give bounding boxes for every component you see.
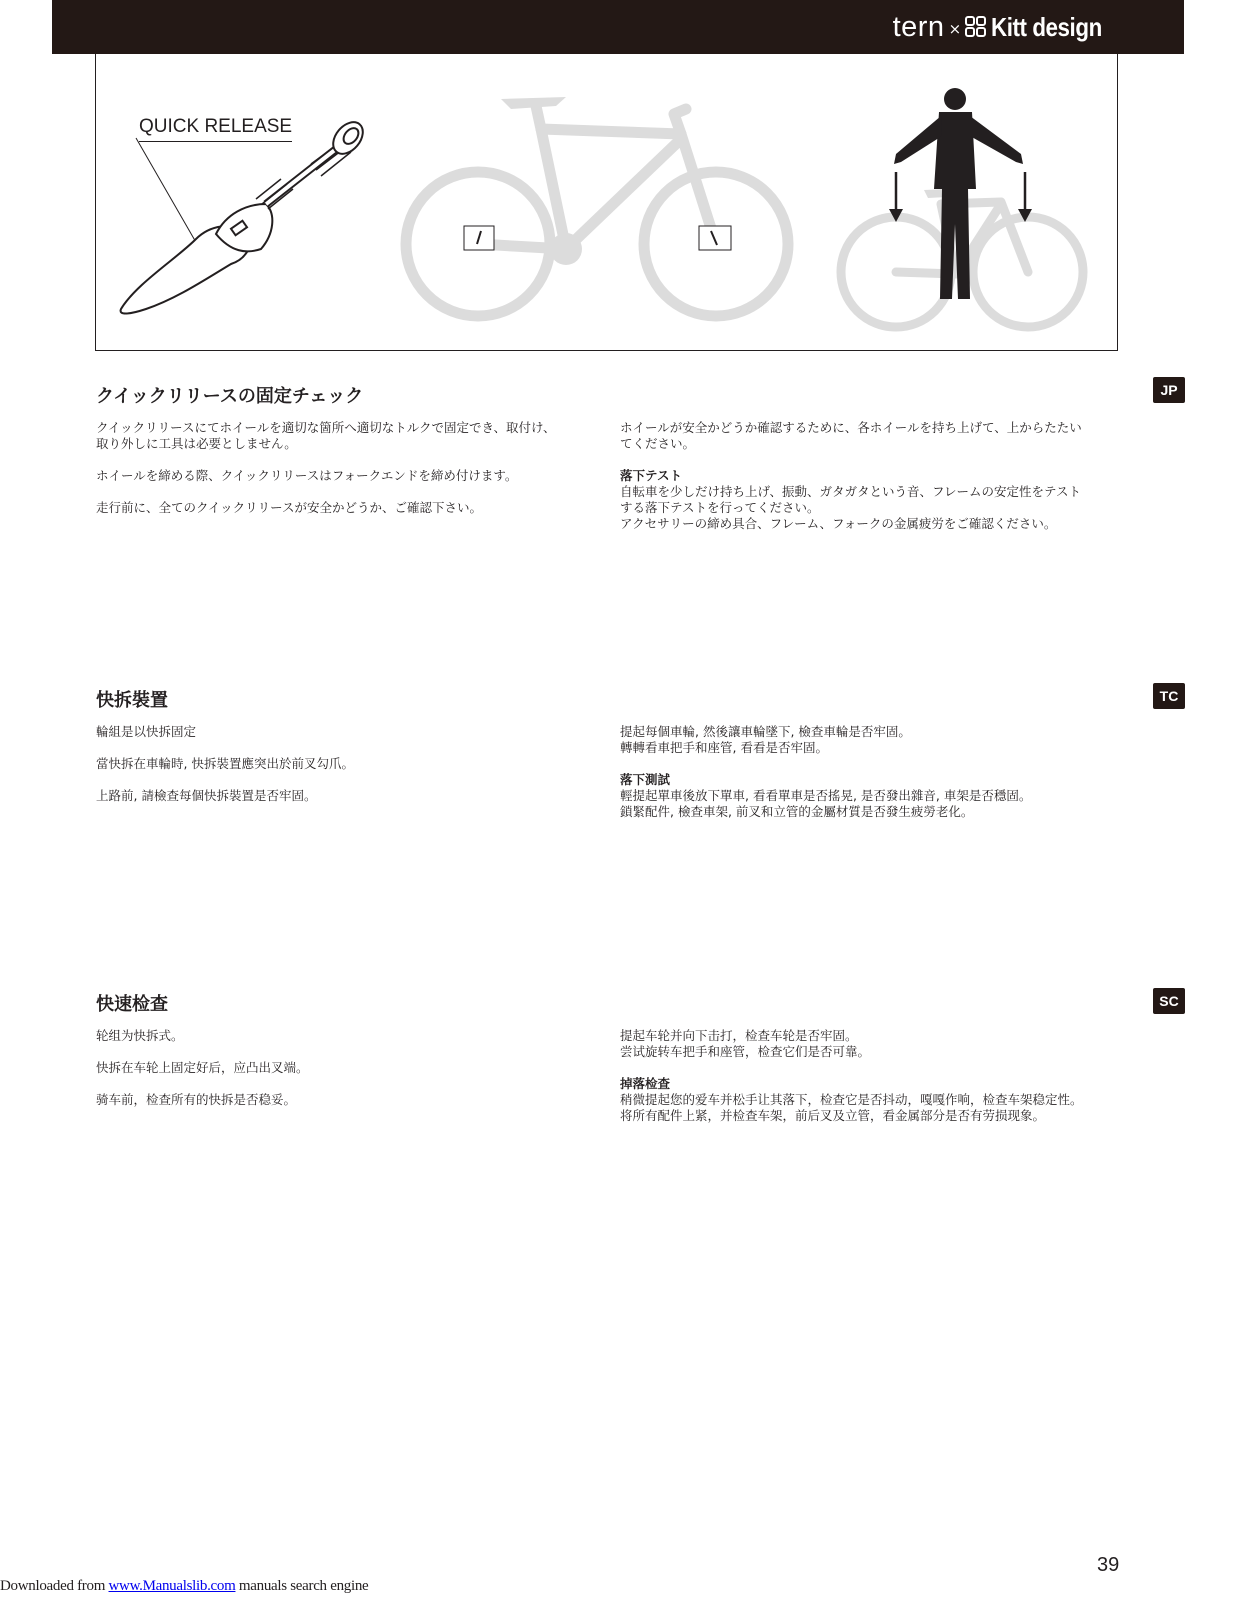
jp-right-body [620, 484, 1120, 532]
jp-subhead: 落下テスト [620, 468, 683, 483]
sc-left-paragraph: 轮组为快拆式。 [96, 1028, 184, 1043]
manualslib-link[interactable]: www.Manualslib.com [108, 1578, 236, 1594]
jp-right-intro [620, 420, 1120, 452]
section-title-jp: クイックリリースの固定チェック [96, 386, 364, 407]
tc-left-paragraph: 當快拆在車輪時, 快拆裝置應突出於前叉勾爪。 [96, 756, 354, 771]
quick-release-icon [121, 116, 369, 313]
jp-right-line: てください。 [620, 436, 696, 451]
drop-test-person-icon [841, 88, 1083, 327]
brand-tern: tern [892, 10, 945, 43]
section-title-sc: 快速检查 [96, 994, 168, 1015]
sc-left-paragraph: 快拆在车轮上固定好后，应凸出叉端。 [96, 1060, 309, 1075]
sc-left-paragraph: 骑车前，检查所有的快拆是否稳妥。 [96, 1092, 297, 1107]
lang-badge-jp: JP [1153, 377, 1185, 403]
sc-right-line: 将所有配件上紧，并检查车架，前后叉及立管，看金属部分是否有劳损现象。 [620, 1108, 1046, 1123]
jp-right-column [620, 420, 1120, 548]
page-number: 39 [1097, 1554, 1120, 1576]
sc-subhead: 掉落检查 [620, 1076, 671, 1091]
bicycle-icon [406, 106, 788, 316]
section-title-tc: 快拆裝置 [96, 690, 168, 711]
tc-subhead: 落下測試 [620, 772, 671, 787]
sc-left-column [96, 1028, 586, 1124]
lang-badge-sc: SC [1153, 988, 1185, 1014]
jp-left-line: 取り外しに工具は必要としません。 [96, 436, 297, 451]
footer-suffix: manuals search engine [235, 1578, 369, 1594]
jp-left-line: クイックリリースにてホイールを適切な箇所へ適切なトルクで固定でき、取付け、 [96, 420, 556, 435]
jp-right-line: ホイールが安全かどうか確認するために、各ホイールを持ち上げて、上からたたい [620, 420, 1082, 435]
jp-right-line: する落下テストを行ってください。 [620, 500, 820, 515]
sc-right-line: 尝试旋转车把手和座管，检查它们是否可靠。 [620, 1044, 871, 1059]
brand-kitt: Kitt design [991, 11, 1102, 42]
header-bar [52, 0, 1184, 54]
tc-right-column [620, 724, 1120, 836]
tc-left-column [96, 724, 586, 820]
sc-right-body [620, 1092, 1120, 1124]
tc-right-line: 輕提起單車後放下單車, 看看單車是否搖晃, 是否發出雜音, 車架是否穩固。 [620, 788, 1032, 803]
brand-separator: × [948, 20, 962, 38]
sc-right-intro [620, 1028, 1120, 1060]
tc-left-paragraph: 輪組是以快拆固定 [96, 724, 197, 739]
tc-right-line: 提起每個車輪, 然後讓車輪墜下, 檢查車輪是否牢固。 [620, 724, 911, 739]
tc-right-line: 鎖緊配件, 檢查車架, 前叉和立管的金屬材質是否發生疲勞老化。 [620, 804, 974, 819]
tc-left-paragraph: 上路前, 請檢查每個快拆裝置是否牢固。 [96, 788, 317, 803]
sc-right-line: 提起车轮并向下击打，检查车轮是否牢固。 [620, 1028, 858, 1043]
illustration-box [95, 54, 1118, 351]
footer-prefix: Downloaded from [0, 1578, 109, 1594]
jp-right-line: アクセサリーの締め具合、フレーム、フォークの金属疲労をご確認ください。 [620, 516, 1057, 531]
illustration [96, 54, 1119, 350]
sc-right-column [620, 1028, 1120, 1140]
tc-right-intro [620, 724, 1120, 756]
tc-right-body [620, 788, 1120, 820]
callout-front-icon [699, 226, 731, 250]
tc-right-line: 轉轉看車把手和座管, 看看是否牢固。 [620, 740, 828, 755]
footer [0, 1578, 368, 1595]
sc-right-line: 稍微提起您的爱车并松手让其落下，检查它是否抖动，嘎嘎作响，检查车架稳定性。 [620, 1092, 1083, 1107]
jp-left-paragraph [96, 420, 586, 452]
jp-left-column [96, 420, 586, 532]
lang-badge-tc: TC [1153, 683, 1185, 709]
jp-left-paragraph: 走行前に、全てのクイックリリースが安全かどうか、ご確認下さい。 [96, 500, 483, 515]
brand-logo [893, 10, 1120, 44]
kitt-logo-icon [965, 16, 987, 38]
jp-left-paragraph: ホイールを締める際、クイックリリースはフォークエンドを締め付けます。 [96, 468, 518, 483]
callout-rear-icon [464, 226, 494, 250]
quick-release-label: QUICK RELEASE [139, 116, 292, 142]
jp-right-line: 自転車を少しだけ持ち上げ、振動、ガタガタという音、フレームの安定性をテスト [620, 484, 1082, 499]
